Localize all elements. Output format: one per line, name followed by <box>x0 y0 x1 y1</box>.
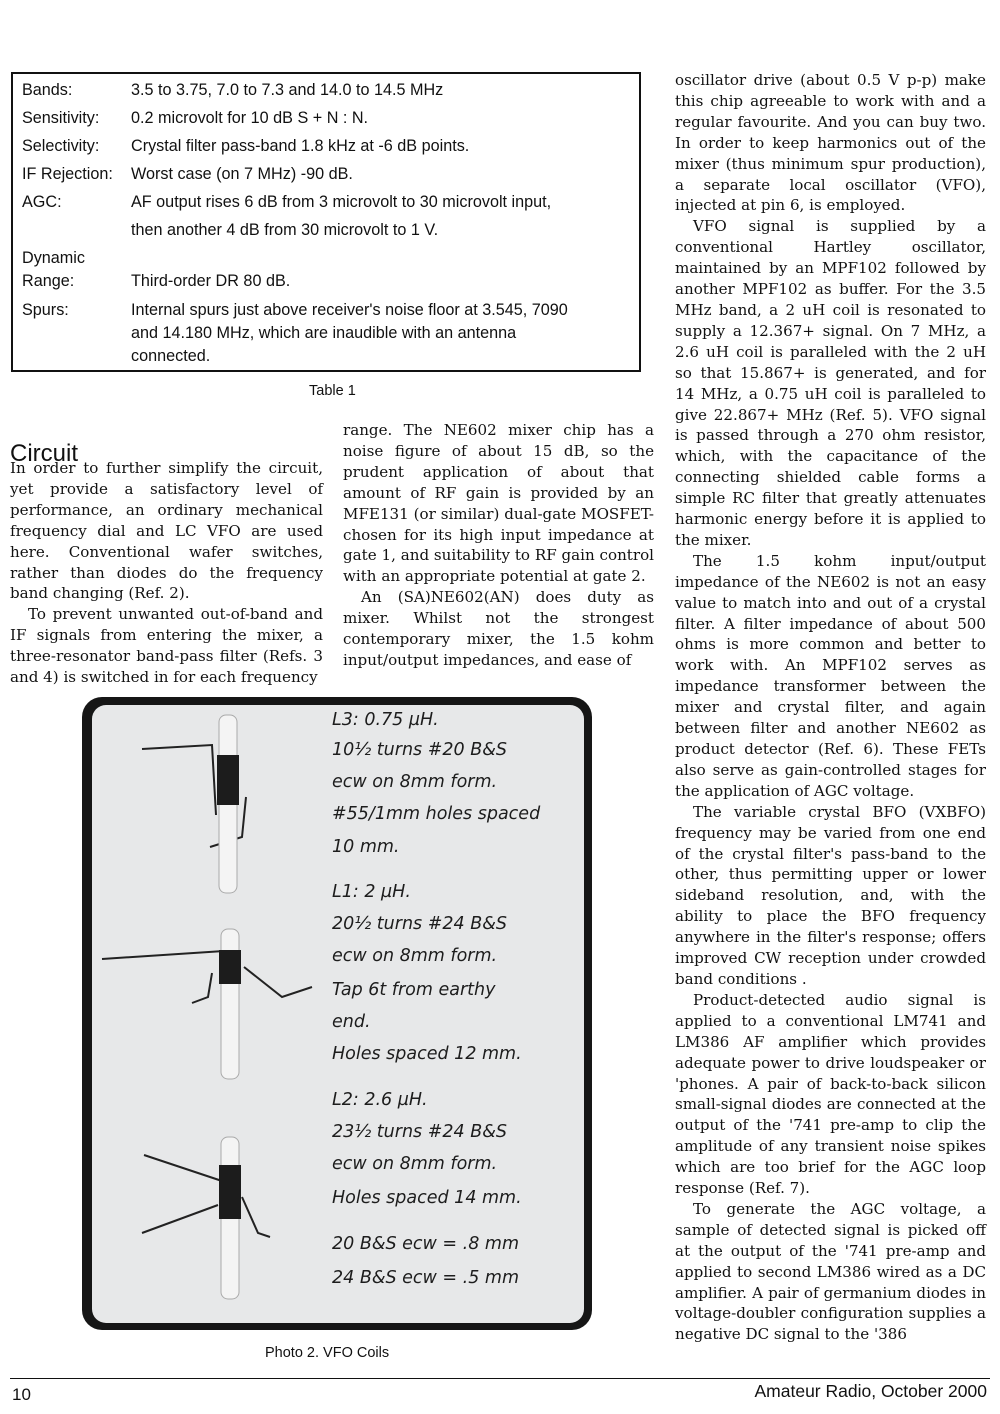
note-line: ecw on 8mm form. <box>332 772 498 792</box>
spec-value: AF output rises 6 dB from 3 microvolt to 30 microvolt input, <box>131 193 552 211</box>
photo-vfo-coils <box>82 697 592 1330</box>
paragraph: In order to further simplify the circuit, yet provide a satisfactory level of performance, an ordinary mechanical frequency dial and LC VFO are used here. Conventional wafer switches, rather than diodes do the frequency band changing (Ref. 2). <box>10 459 323 603</box>
spec-value: Third-order DR 80 dB. <box>131 272 291 290</box>
paragraph: range. The NE602 mixer chip has a noise figure of about 15 dB, so the prudent application of about that amount of RF gain is provided by an MFE131 (or similar) dual-gate MOSFET- chosen for its high input impedance at gate 1, and suitability to RF gain control with an appropriate potential at gate 2. <box>343 421 654 586</box>
paragraph: oscillator drive (about 0.5 V p-p) make this chip agreeable to work with and a regular favourite. And you can buy two. In order to keep harmonics out of the mixer (thus minimum spur production), a separate local oscillator (VFO), injected at pin 6, is employed. <box>675 71 986 215</box>
coil-l3 <box>142 715 246 893</box>
note-line: 10½ turns #20 B&S <box>332 740 507 760</box>
spec-value: Crystal filter pass-band 1.8 kHz at -6 dB points. <box>131 137 470 155</box>
note-line: ecw on 8mm form. <box>332 946 498 966</box>
spec-value: Internal spurs just above receiver's noise floor at 3.545, 7090 <box>131 301 568 319</box>
handwritten-notes <box>332 710 541 1288</box>
spec-label: Spurs: <box>22 301 69 319</box>
note-line: L2: 2.6 µH. <box>332 1090 428 1110</box>
spec-value: connected. <box>131 347 211 365</box>
paragraph: VFO signal is supplied by a conventional Hartley oscillator, maintained by an MPF102 followed by another MPF102 as buffer. For the 3.5 MHz band, a 2 uH coil is resonated to supply a 12.367+ signal. On 7 MHz, a 2.6 uH coil is paralleled with the 2 uH so that 15.867+ is generated, and for 14 MHz, a 0.75 uH coil is paralleled to give 22.867+ MHz (Ref. 5). VFO signal is passed through a 270 ohm resistor, which, with the capacitance of the connecting shielded cable forms a simple RC filter that greatly attenuates harmonic energy before it is applied to the mixer. <box>675 217 986 549</box>
page-number: 10 <box>12 1385 31 1404</box>
spec-value: and 14.180 MHz, which are inaudible with an antenna <box>131 324 517 342</box>
paragraph: Product-detected audio signal is applied to a conventional LM741 and LM386 AF amplifier which provides adequate power to drive loudspeaker or 'phones. A pair of back-to-back silicon small-signal diodes are connected at the output of the '741 pre-amp to clip the amplitude of any transient noise spikes which are too brief for the AGC loop response (Ref. 7). <box>675 990 986 1198</box>
spec-label: Dynamic <box>22 249 85 267</box>
spec-label: Range: <box>22 272 75 290</box>
note-line: Tap 6t from earthy <box>332 980 496 1000</box>
spec-value: Worst case (on 7 MHz) -90 dB. <box>131 165 353 183</box>
section-heading: Circuit <box>10 439 79 467</box>
spec-label: Sensitivity: <box>22 109 100 127</box>
note-line: 20 B&S ecw = .8 mm <box>332 1234 519 1254</box>
text-column-left <box>10 458 323 688</box>
photo-coil-drawing <box>82 697 592 1330</box>
coil-l1 <box>102 929 312 1079</box>
spec-label: IF Rejection: <box>22 165 113 183</box>
spec-value: 0.2 microvolt for 10 dB S + N : N. <box>131 109 369 127</box>
note-line: Holes spaced 12 mm. <box>332 1044 522 1064</box>
specifications-table <box>11 72 641 372</box>
note-line: L3: 0.75 µH. <box>332 710 439 730</box>
spec-value: then another 4 dB from 30 microvolt to 1 V. <box>131 221 439 239</box>
table-caption: Table 1 <box>309 383 356 399</box>
note-line: Holes spaced 14 mm. <box>332 1188 522 1208</box>
paragraph: The variable crystal BFO (VXBFO) frequency may be varied from one end of the crystal filter's pass-band to the other, thus permitting upper or lower sideband resolution, and, with the ability to place the BFO frequency anywhere in the filter's response; offers improved CW reception under crowded band conditions . <box>675 802 986 988</box>
spec-label: Selectivity: <box>22 137 100 155</box>
paragraph: The 1.5 kohm input/output impedance of the NE602 is not an easy value to match into and out of a crystal filter. A filter impedance of about 500 ohms is more common and better to work with. An MPF102 serves as impedance transformer between the mixer and crystal filter, and again between filter and another NE602 as product detector (Ref. 6). These FETs also serve as gain-controlled stages for the application of AGC voltage. <box>675 551 986 800</box>
paragraph: To generate the AGC voltage, a sample of detected signal is picked off at the output of the '741 pre-amp and applied to second LM386 wired as a DC amplifier. A pair of germanium diodes in voltage-doubler configuration supplies a negative DC signal to the '386 <box>675 1199 986 1344</box>
text-column-right <box>675 70 986 1345</box>
note-line: end. <box>332 1012 371 1032</box>
footer-divider <box>10 1378 990 1379</box>
note-line: L1: 2 µH. <box>332 882 411 902</box>
note-line: 23½ turns #24 B&S <box>332 1122 507 1142</box>
note-line: 20½ turns #24 B&S <box>332 914 507 934</box>
paragraph: An (SA)NE602(AN) does duty as mixer. Whilst not the strongest contemporary mixer, the 1.5 kohm input/output impedances, and ease of <box>343 588 654 669</box>
spec-value: 3.5 to 3.75, 7.0 to 7.3 and 14.0 to 14.5 MHz <box>131 81 444 99</box>
note-line: 10 mm. <box>332 837 400 857</box>
publication-line: Amateur Radio, October 2000 <box>754 1381 987 1401</box>
paragraph: To prevent unwanted out-of-band and IF signals from entering the mixer, a three-resonator band-pass filter (Refs. 3 and 4) is switched in for each frequency <box>10 605 323 687</box>
note-line: ecw on 8mm form. <box>332 1154 498 1174</box>
note-line: 24 B&S ecw = .5 mm <box>332 1268 519 1288</box>
coil-l2 <box>142 1137 270 1299</box>
spec-label: Bands: <box>22 81 73 99</box>
photo-caption: Photo 2. VFO Coils <box>265 1345 390 1361</box>
note-line: #55/1mm holes spaced <box>332 804 541 824</box>
text-column-middle <box>343 420 654 671</box>
spec-label: AGC: <box>22 193 62 211</box>
